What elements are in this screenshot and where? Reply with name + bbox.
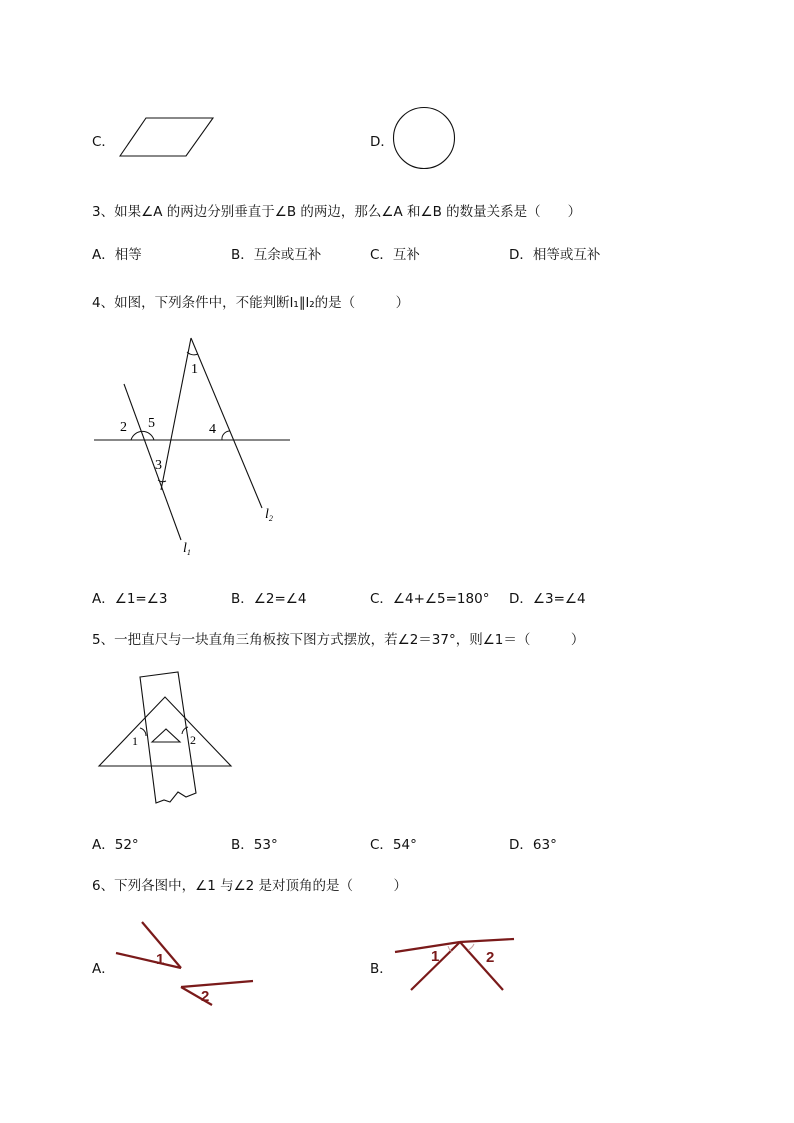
question-5-option-d: D．63° [509, 837, 557, 853]
question-4-option-d: D．∠3=∠4 [509, 591, 586, 607]
question-6-option-b-label: B． [370, 961, 393, 977]
angle-b1-label: 1 [431, 948, 440, 965]
ray-b-down-right [460, 942, 503, 990]
question-6-stem: 6、下列各图中，∠1 与∠2 是对顶角的是（ ） [92, 878, 408, 894]
question-4-option-b: B．∠2=∠4 [231, 591, 307, 607]
question-4-stem: 4、如图，下列条件中，不能判断l₁∥l₂的是（ ） [92, 295, 410, 311]
option-c-label: C． [92, 134, 115, 150]
question-5-stem: 5、一把直尺与一块直角三角板按下图方式摆放，若∠2＝37°，则∠1＝（ ） [92, 632, 585, 648]
question-3-option-c: C．互补 [370, 247, 420, 263]
angle-5-label: 5 [148, 416, 155, 431]
angle-b2-label: 2 [486, 949, 495, 966]
angle-2-label: 2 [190, 733, 196, 747]
ray-b-right [460, 939, 514, 942]
question-3-option-d: D．相等或互补 [509, 247, 601, 263]
angle-b2-arc [468, 944, 474, 950]
line-l1-label: $l_1$ [183, 541, 191, 557]
question-3-option-b: B．互余或互补 [231, 247, 322, 263]
question-3-stem: 3、如果∠A 的两边分别垂直于∠B 的两边，那么∠A 和∠B 的数量关系是（ ） [92, 204, 582, 220]
option-d-label: D． [370, 134, 394, 150]
question-3-option-a: A．相等 [92, 247, 142, 263]
question-6-option-a-label: A． [92, 961, 115, 977]
angle-1-label: 1 [132, 734, 138, 748]
angle-4-label: 4 [209, 422, 216, 437]
question-4-option-c: C．∠4+∠5=180° [370, 591, 490, 607]
angle-2-label: 2 [120, 420, 127, 435]
question-4-option-a: A．∠1=∠3 [92, 591, 168, 607]
question-5-option-c: C．54° [370, 837, 417, 853]
line-l2-label: $l_2$ [265, 507, 273, 523]
angle-3-label: 3 [155, 458, 162, 473]
angle-a1-label: 1 [156, 951, 165, 968]
angle-1-label: 1 [191, 362, 198, 377]
question-5-option-b: B．53° [231, 837, 278, 853]
angle-a2-label: 2 [201, 988, 210, 1005]
question-5-option-a: A．52° [92, 837, 139, 853]
